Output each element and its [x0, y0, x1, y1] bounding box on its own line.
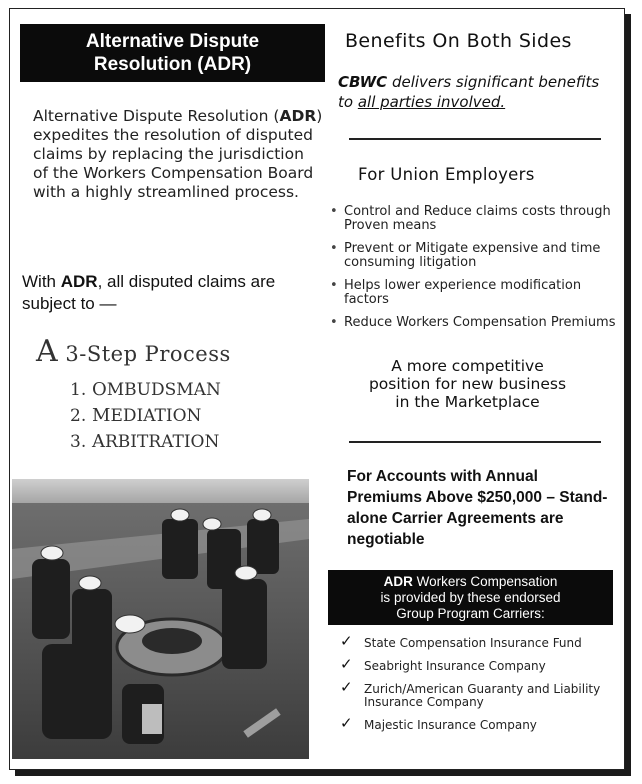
step-number: 1. — [70, 380, 87, 400]
carrier-item — [340, 678, 620, 709]
adr-box-line-1 — [328, 574, 613, 590]
benefit-list — [328, 205, 618, 339]
carrier-item — [340, 714, 620, 732]
carrier-list — [340, 632, 620, 742]
adr-box-line-2: is provided by these endorsed — [380, 589, 561, 605]
adr-box-line-3: Group Program Carriers: — [396, 605, 545, 621]
competitive-line-3: in the Marketplace — [395, 393, 540, 411]
subject-statement — [22, 271, 322, 315]
subject-text-a: With — [22, 272, 61, 291]
divider-2 — [349, 441, 601, 443]
subject-adr: ADR — [60, 272, 98, 291]
title-line-1: Alternative Dispute — [85, 31, 260, 52]
carrier-item — [340, 632, 620, 650]
process-rest: 3-Step Process — [65, 342, 231, 366]
step-cap: A — [92, 431, 105, 452]
subject-text-b: , all disputed claims are subject to — — [22, 272, 276, 313]
step-item — [70, 429, 221, 455]
carrier-name: Zurich/American Guaranty and Liability Insurance Company — [364, 682, 601, 709]
divider-1 — [349, 138, 601, 140]
step-item — [70, 377, 221, 403]
photo-illustration — [12, 479, 309, 759]
step-item — [70, 403, 221, 429]
tagline-underlined: all parties involved. — [357, 93, 506, 111]
adr-carriers-box — [328, 570, 613, 625]
tagline-brand: CBWC — [338, 73, 388, 91]
competitive-statement — [335, 357, 600, 411]
carrier-name: Majestic Insurance Company — [364, 718, 537, 732]
checkmark-icon: ✓ — [340, 655, 353, 673]
intro-adr: ADR — [279, 107, 317, 125]
benefit-item: • Control and Reduce claims costs through Proven means — [328, 205, 618, 233]
tagline — [338, 72, 608, 112]
step-cap: M — [92, 405, 111, 426]
union-employers-heading: For Union Employers — [358, 165, 535, 184]
benefits-heading: Benefits On Both Sides — [345, 30, 572, 52]
checkmark-icon: ✓ — [340, 714, 353, 732]
step-rest: MBUDSMAN — [106, 380, 221, 400]
carrier-item — [340, 655, 620, 673]
competitive-line-2: position for new business — [368, 375, 567, 393]
checkmark-icon: ✓ — [340, 678, 353, 696]
process-title — [36, 334, 231, 369]
intro-text-a: Alternative Dispute Resolution ( — [33, 107, 280, 125]
benefit-item: • Reduce Workers Compensation Premiums — [328, 316, 618, 330]
carrier-name: Seabright Insurance Company — [364, 659, 546, 673]
brochure-page — [9, 8, 625, 770]
carrier-name: State Compensation Insurance Fund — [364, 636, 582, 650]
adr-box-line-1-rest: Workers Compensation — [412, 573, 558, 589]
intro-text-b: ) expedites the resolution of disputed claims by replacing the jurisdiction of the Workers Compensation Board with a highly streamlined process. — [33, 107, 323, 201]
process-steps — [70, 377, 221, 455]
tagline-text: delivers significant benefits to — [338, 73, 600, 111]
accounts-note: For Accounts with Annual Premiums Above $250,000 – Stand-alone Carrier Agreements are negotiable — [347, 468, 608, 548]
step-number: 2. — [70, 406, 87, 426]
step-number: 3. — [70, 432, 87, 452]
adr-box-bold: ADR — [383, 573, 413, 589]
benefit-item: • Helps lower experience modification factors — [328, 279, 618, 307]
title-line-2: Resolution (ADR) — [93, 54, 252, 75]
step-cap: O — [92, 379, 107, 400]
construction-workers-photo — [12, 479, 309, 759]
step-rest: EDIATION — [110, 406, 202, 426]
process-initial: A — [36, 334, 59, 369]
checkmark-icon: ✓ — [340, 632, 353, 650]
intro-paragraph — [33, 107, 323, 202]
benefit-item: • Prevent or Mitigate expensive and time consuming litigation — [328, 242, 618, 270]
adr-title-box — [20, 24, 325, 82]
competitive-line-1: A more competitive — [391, 357, 544, 375]
step-rest: RBITRATION — [105, 432, 220, 452]
